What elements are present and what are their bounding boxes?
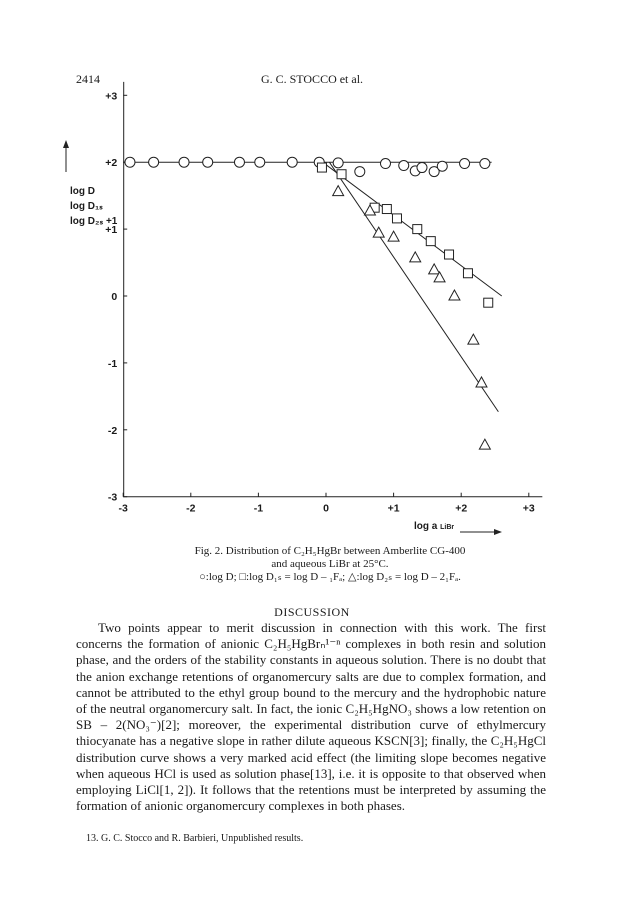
axis-arrows [63,140,502,535]
x-tick-label: +3 [522,502,535,515]
square-marker [426,237,435,246]
y-axis-label-line-1: log D [70,186,95,197]
square-marker [413,225,422,234]
y-tick-label: +3 [105,90,118,103]
square-marker [382,205,391,214]
chart-axes [123,82,542,497]
x-tick-label: 0 [323,502,329,515]
circle-marker [460,159,470,169]
section-title: DISCUSSION [274,605,350,619]
x-tick-label: +2 [455,502,468,515]
circle-marker [380,159,390,169]
circle-marker [203,157,213,167]
square-marker [392,214,401,223]
y-tick-label: -3 [107,491,118,504]
footnote: 13. G. C. Stocco and R. Barbieri, Unpublished results. [86,833,304,844]
y-tick-label: +1 [105,224,118,237]
triangle-marker [388,231,399,241]
x-axis-label-main: log a [414,521,438,532]
square-marker [337,170,346,179]
fit-lines [123,162,502,412]
triangle-marker [468,334,479,344]
triangle-marker [479,439,490,449]
data-markers [125,157,493,449]
y-tick-label: 0 [111,291,118,303]
x-tick-label: +1 [387,502,400,515]
circle-marker [149,157,159,167]
figure-caption-line-1: Fig. 2. Distribution of C₂H₅HgBr between Amberlite CG-400 [194,545,466,557]
triangle-marker [410,252,421,262]
y-axis-label-line-2: log D₁ₛ [70,201,103,212]
circle-marker [480,159,490,169]
triangle-marker [333,186,344,196]
tick-labels [105,90,535,514]
y-axis-label-line-3: log D₂ₛ +1 [70,216,118,227]
y-tick-label: +2 [105,157,118,170]
square-marker [484,298,493,307]
x-direction-arrow-head [494,529,502,535]
triangle-marker [449,290,460,300]
x-tick-label: -1 [253,502,264,515]
square-marker [463,269,472,278]
triangle-marker [429,264,440,274]
figure-caption-line-2: and aqueous LiBr at 25°C. [271,558,389,570]
running-head: G. C. STOCCO et al. [260,72,364,86]
circle-marker [234,157,244,167]
circle-marker [355,167,365,177]
x-tick-label: -2 [186,502,196,515]
circle-marker [125,157,135,167]
circle-marker [287,157,297,167]
fit-line [323,162,502,296]
figure-caption-line-3: ○:log D; □:log D₁ₛ = log D – ₁Fₐ; △:log D₂ₛ = log D – 2₁Fₐ. [199,571,461,583]
page-number: 2414 [76,72,100,86]
x-tick-label: -3 [118,502,128,515]
square-marker [445,250,454,259]
body-paragraph: Two points appear to merit discussion in connection with this work. The first concerns the formation of anionic C₂H₅HgBrₙ¹⁻ⁿ complexes in both resin and solution phase, and the orders of the stability constants in aqueous solution. There is no doubt that the anion exchange retentions of organomercury salts are due to complex formation, and cannot be attributed to the ethyl group bound to the mercury and the hydrophobic nature of the neutral organomercury salt. In fact, the ionic C₂H₅HgNO₃ shows a low retention on SB – 2(NO₃⁻)[2]; moreover, the experimental distribution curve of ethylmercury thiocyanate has a negative slope in rather dilute aqueous KSCN[3]; finally, the C₂H₅HgCl distribution curve shows a very marked acid effect (the limiting slope becomes negative when aqueous HCl is used as solution phase[13], i.e. it is opposite to that observed when employing LiCl[1, 2]). It follows that the retentions must be interpreted by assuming the formation of anionic organomercury complexes in both phases. [76,620,546,814]
circle-marker [417,163,427,173]
circle-marker [179,157,189,167]
circle-marker [399,161,409,171]
circle-marker [333,158,343,168]
x-axis-label-subscript: LiBr [440,524,455,531]
y-direction-arrow-head [63,140,69,148]
square-marker [317,163,326,172]
y-tick-label: -1 [107,357,118,370]
circle-marker [255,157,265,167]
y-tick-label: -2 [107,424,118,437]
x-axis-label [414,521,454,532]
circle-marker [437,161,447,171]
fit-line [329,162,498,412]
